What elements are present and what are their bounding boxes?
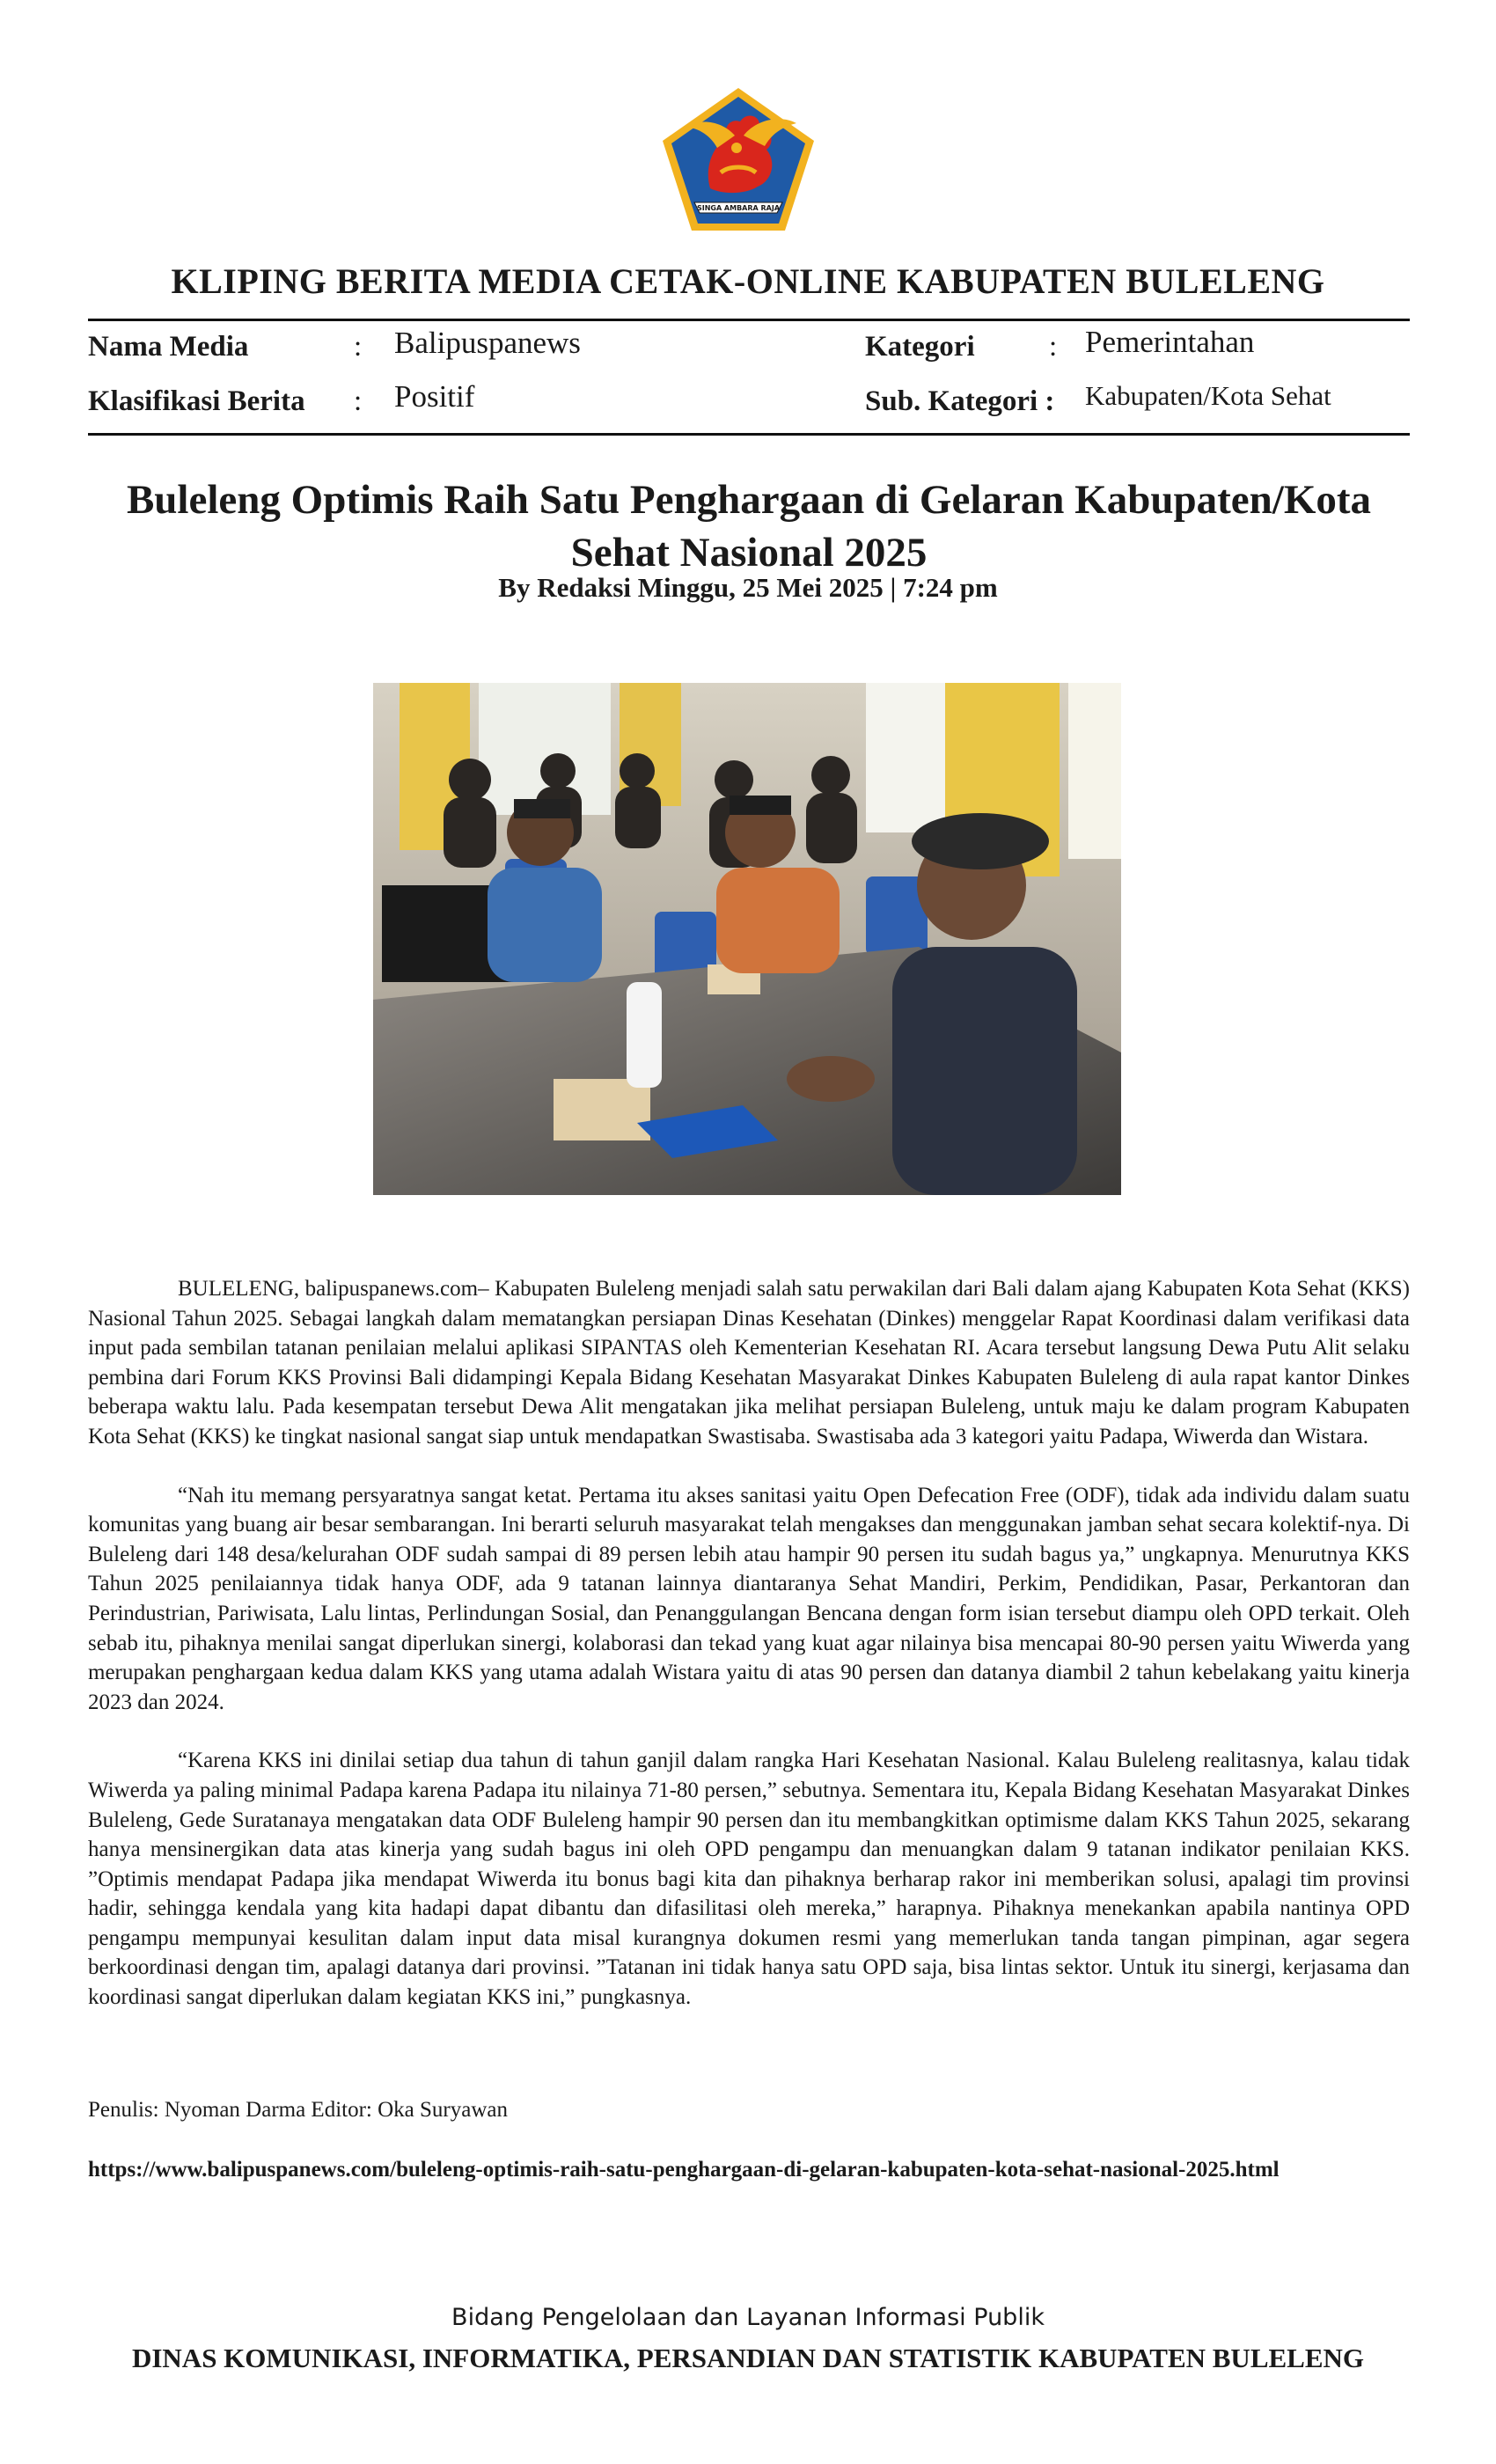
article-byline: By Redaksi Minggu, 25 Mei 2025 | 7:24 pm <box>498 572 998 603</box>
footer-division: Bidang Pengelolaan dan Layanan Informasi Publik <box>451 2304 1045 2331</box>
media-name-value: Balipuspanews <box>394 326 581 360</box>
category-colon: : <box>1049 331 1058 363</box>
classification-label: Klasifikasi Berita <box>88 385 305 417</box>
subcategory-label: Sub. Kategori : <box>865 385 1055 417</box>
regency-emblem-logo <box>659 84 818 234</box>
clipping-header-title: KLIPING BERITA MEDIA CETAK-ONLINE KABUPATEN BULELENG <box>171 261 1325 301</box>
article-photo-meeting <box>373 683 1121 1195</box>
header-rule-bottom <box>88 433 1410 436</box>
emblem-motto: SINGA AMBARA RAJA <box>696 204 781 212</box>
media-name-label: Nama Media <box>88 331 249 363</box>
category-value: Pemerintahan <box>1085 325 1255 359</box>
article-paragraph: “Nah itu memang persyaratnya sangat ketat. Pertama itu akses sanitasi yaitu Open Defecation Free (ODF), tidak ada individu dalam suatu komunitas yang buang air besar sembarangan. Ini berarti seluruh masyarakat telah mengakses dan menggunakan jamban sehat secara kolektif-nya. Di Buleleng dari 148 desa/kelurahan ODF sudah sampai di 89 persen lebih atau hampir 90 persen itu sudah bagus ya,” ungkapnya. Menurutnya KKS Tahun 2025 penilaiannya tidak hanya ODF, ada 9 tatanan lainnya diantaranya Sehat Mandiri, Perkim, Pendidikan, Pasar, Perkantoran dan Perindustrian, Pariwisata, Lalu lintas, Perlindungan Sosial, dan Penanggulangan Bencana dengan form isian tersebut diampu oleh OPD terkait. Oleh sebab itu, pihaknya menilai sangat diperlukan sinergi, kolaborasi dan tekad yang kuat agar nilainya bisa mencapai 80-90 persen yaitu Wiwerda yang merupakan penghargaan kedua dalam KKS yang utama adalah Wistara yaitu di atas 90 persen dan datanya diambil 2 tahun kebelakang yaitu kinerja 2023 dan 2024. <box>88 1483 1410 1714</box>
header-rule-top <box>88 319 1410 321</box>
classification-value: Positif <box>394 379 475 414</box>
subcategory-value: Kabupaten/Kota Sehat <box>1085 380 1331 411</box>
article-source-url: https://www.balipuspanews.com/buleleng-optimis-raih-satu-penghargaan-di-gelaran-kabupaten-kota-sehat-nasional-2025.html <box>88 2158 1280 2182</box>
article-paragraph: BULELENG, balipuspanews.com– Kabupaten Buleleng menjadi salah satu perwakilan dari Bali dalam ajang Kabupaten Kota Sehat (KKS) Nasional Tahun 2025. Sebagai langkah dalam mematangkan persiapan Dinas Kesehatan (Dinkes) menggelar Rapat Koordinasi dalam verifikasi data input pada sembilan tatanan penilaian melalui aplikasi SIPANTAS oleh Kementerian Kesehatan RI. Acara tersebut langsung Dewa Putu Alit selaku pembina dari Forum KKS Provinsi Bali didampingi Kepala Bidang Kesehatan Masyarakat Dinkes Kabupaten Buleleng di aula rapat kantor Dinkes beberapa waktu lalu. Pada kesempatan tersebut Dewa Alit mengatakan jika melihat persiapan Buleleng, untuk maju ke dalam program Kabupaten Kota Sehat (KKS) ke tingkat nasional sangat siap untuk mendapatkan Swastisaba. Swastisaba ada 3 kategori yaitu Padapa, Wiwerda dan Wistara. <box>88 1277 1410 1448</box>
media-name-colon: : <box>354 331 363 363</box>
classification-colon: : <box>354 385 363 417</box>
article-paragraph: “Karena KKS ini dinilai setiap dua tahun di tahun ganjil dalam rangka Hari Kesehatan Nasional. Kalau Buleleng realitasnya, kalau tidak Wiwerda ya paling minimal Padapa karena Padapa itu nilainya 71-80 persen,” sebutnya. Sementara itu, Kepala Bidang Kesehatan Masyarakat Dinkes Buleleng, Gede Suratanaya mengatakan data ODF Buleleng hampir 90 persen dan itu membangkitkan optimisme dalam KKS Tahun 2025, sekarang hanya mensinergikan data atas kinerja yang sudah bagus ini oleh OPD pengampu dan menuangkan dalam 9 tatanan indikator penilaian KKS. ”Optimis mendapat Padapa jika mendapat Wiwerda itu bonus bagi kita dan pihaknya berharap rakor ini memberikan solusi, apalagi tim provinsi hadir, sehingga kendala yang kita hadapi dapat dibantu dan difasilitasi oleh mereka,” harapnya. Pihaknya menekankan apabila nantinya OPD pengampu mempunyai kesulitan dalam input data misal kurangnya dokumen resmi yang memerlukan tanda tangan pimpinan, agar segera berkoordinasi dengan tim, apalagi datanya dari provinsi. ”Tatanan ini tidak hanya satu OPD saja, bisa lintas sektor. Untuk itu sinergi, kerjasama dan koordinasi sangat diperlukan dalam kegiatan KKS ini,” pungkasnya. <box>88 1749 1410 2010</box>
article-body <box>88 1274 1410 2042</box>
footer-agency: DINAS KOMUNIKASI, INFORMATIKA, PERSANDIAN DAN STATISTIK KABUPATEN BULELENG <box>131 2343 1365 2373</box>
article-title: Buleleng Optimis Raih Satu Penghargaan di Gelaran Kabupaten/Kota Sehat Nasional 2025 <box>126 477 1372 576</box>
article-credit: Penulis: Nyoman Darma Editor: Oka Suryawan <box>88 2098 508 2122</box>
category-label: Kategori <box>865 331 975 363</box>
